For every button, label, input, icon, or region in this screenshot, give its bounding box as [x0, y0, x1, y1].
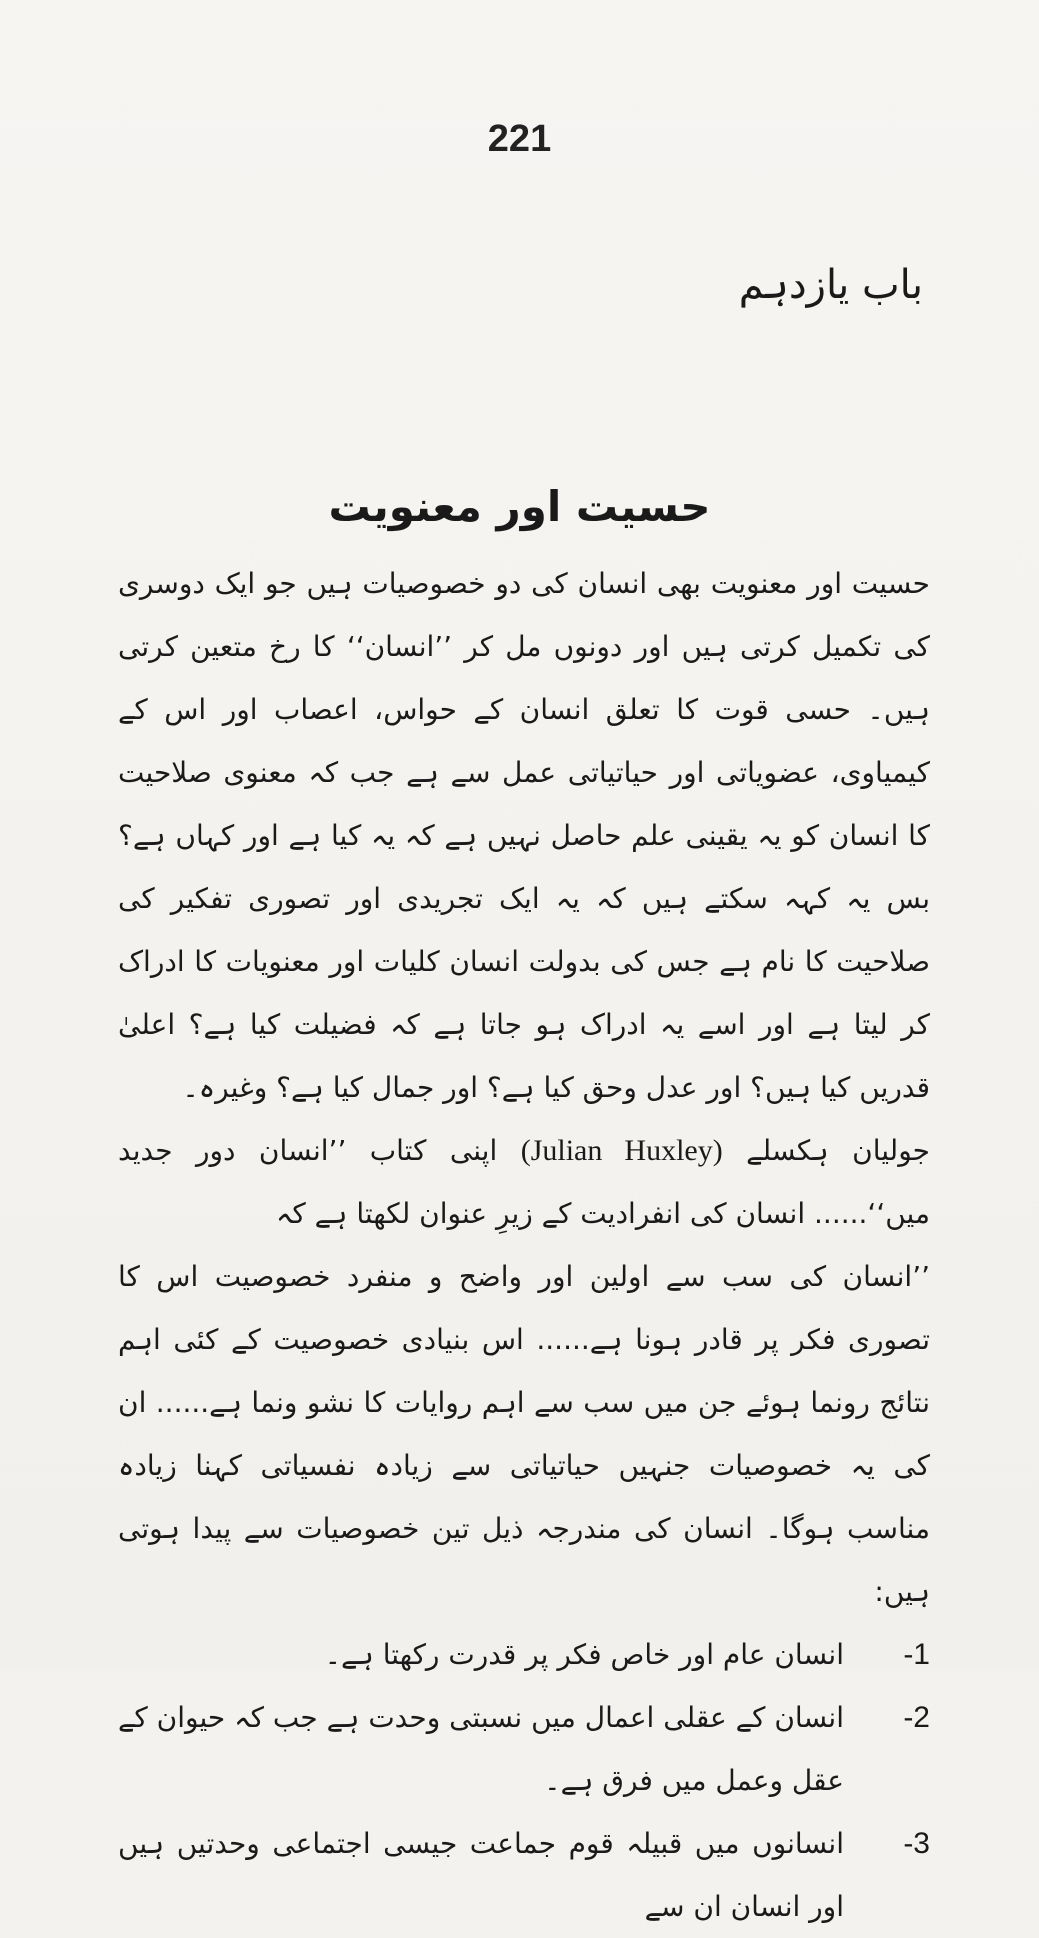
list-text: انسان عام اور خاص فکر پر قدرت رکھتا ہے۔: [324, 1638, 844, 1671]
quote-paragraph: ’’انسان کی سب سے اولین اور واضح و منفرد خصوصیت اس کا تصوری فکر پر قادر ہونا ہے...... اس بنیادی خصوصیت کے کئی اہم نتائج رونما ہوئے جن میں سب سے اہم روایات کا نشو ونما ہے...... ان کی یہ خصوصیات جنہیں حیاتیاتی سے زیادہ نفسیاتی کہنا زیادہ مناسب ہوگا۔ انسان کی مندرجہ ذیل تین خصوصیات سے پیدا ہوتی ہیں:: [118, 1260, 930, 1608]
list-item-3: [118, 1812, 930, 1938]
list-text: انسانوں میں قبیلہ قوم جماعت جیسی اجتماعی وحدتیں ہیں اور انسان ان سے: [118, 1827, 844, 1923]
list-number: -2: [903, 1701, 930, 1734]
paragraph-1: حسیت اور معنویت بھی انسان کی دو خصوصیات ہیں جو ایک دوسری کی تکمیل کرتی ہیں اور دونوں مل کر ’’انسان‘‘ کا رخ متعین کرتی ہیں۔ حسی قوت کا تعلق انسان کے حواس، اعصاب اور اس کے کیمیاوی، عضویاتی اور حیاتیاتی عمل سے ہے جب کہ معنوی صلاحیت کا انسان کو یہ یقینی علم حاصل نہیں ہے کہ یہ کیا ہے اور کہاں ہے؟ بس یہ کہہ سکتے ہیں کہ یہ ایک تجریدی اور تصوری تفکیر کی صلاحیت کا نام ہے جس کی بدولت انسان کلیات اور معنویات کا ادراک کر لیتا ہے اور اسے یہ ادراک ہو جاتا ہے کہ فضیلت کیا ہے؟ اعلیٰ قدریں کیا ہیں؟ اور عدل وحق کیا ہے؟ اور جمال کیا ہے؟ وغیرہ۔: [118, 567, 930, 1104]
section-heading: حسیت اور معنویت: [328, 482, 711, 531]
list-text: انسان کے عقلی اعمال میں نسبتی وحدت ہے جب کہ حیوان کے عقل وعمل میں فرق ہے۔: [118, 1701, 844, 1797]
paragraph-2: [118, 1119, 930, 1245]
list-number: -3: [903, 1827, 930, 1860]
paragraph-2-english-name: (Julian Huxley): [520, 1134, 723, 1167]
page-number: 221: [487, 118, 552, 160]
list-item-2: [118, 1686, 930, 1812]
paragraph-2-rest: اپنی کتاب ’’انسان دور جدید میں‘‘...... انسان کی انفرادیت کے زیرِ عنوان لکھتا ہے کہ: [118, 1134, 930, 1230]
body-text: [118, 552, 930, 1938]
list-item-1: [118, 1623, 930, 1686]
paragraph-2-author: جولیان ہکسلے: [746, 1134, 930, 1167]
chapter-title: باب یازدہم: [738, 262, 923, 308]
list-number: -1: [903, 1638, 930, 1671]
